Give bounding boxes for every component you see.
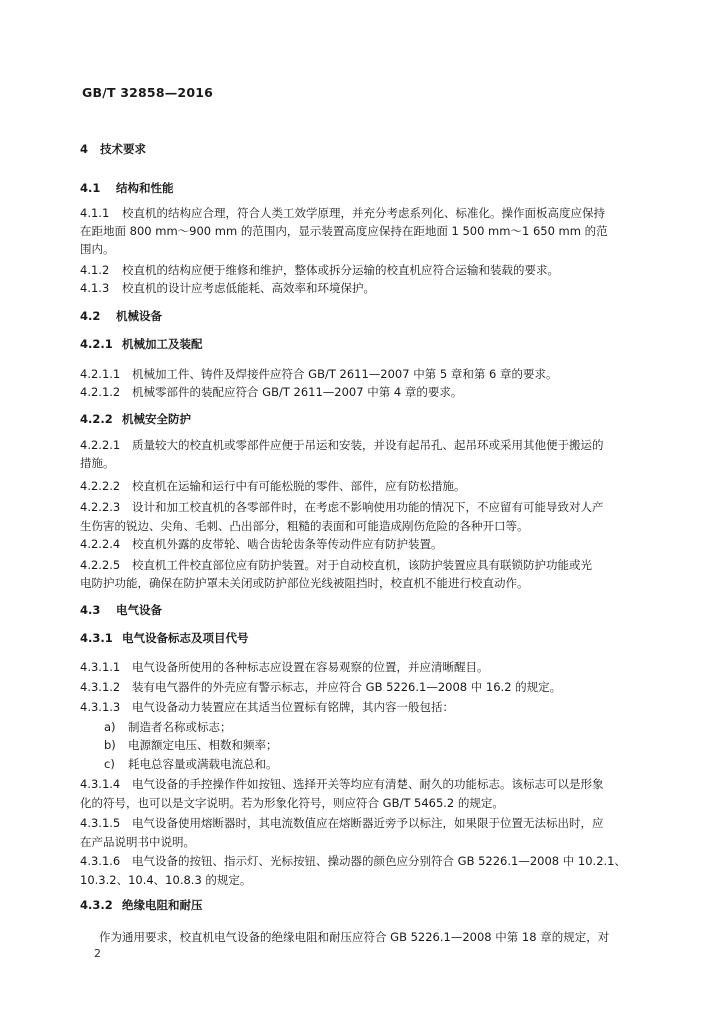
paragraph-line	[99, 929, 664, 946]
clause-number: 4.2.2	[80, 412, 113, 426]
clause-paragraph	[80, 659, 645, 676]
section-heading	[80, 141, 645, 158]
subsection-heading	[80, 180, 645, 197]
line-text: 校直机在运输和运行中有可能松脱的零件、部件，应有防松措施。	[132, 479, 466, 493]
line-text: 装有电气器件的外壳应有警示标志，并应符合 GB 5226.1—2008 中 16.2 的规定。	[132, 680, 562, 694]
clause-paragraph	[80, 699, 645, 716]
line-text: 措施。	[80, 456, 115, 470]
line-text: 校直机工件校直部位应有防护装置。对于自动校直机，该防护装置应具有联锁防护功能或光	[132, 558, 592, 572]
clause-number: 4.2.2.5	[80, 558, 121, 572]
line-text: 校直机的结构应合理，符合人类工效学原理，并充分考虑系列化、标准化。操作面板高度应保持	[122, 206, 605, 220]
page-number: 2	[94, 947, 101, 960]
line-text: 电气设备的手控操作件如按钮、选择开关等均应有清楚、耐久的功能标志。该标志可以是形象	[132, 777, 604, 791]
line-text: 电气设备使用熔断器时，其电流数值应在熔断器近旁予以标注，如果限于位置无法标出时，应	[132, 816, 604, 830]
line-text: 绝缘电阻和耐压	[122, 898, 203, 912]
clause-number: 4.3.1.4	[80, 777, 121, 791]
clause-heading	[80, 336, 645, 353]
clause-number: 4.1	[80, 181, 101, 195]
line-text: 设计和加工校直机的各零部件时，在考虑不影响使用功能的情况下，不应留有可能导致对人产	[132, 500, 604, 514]
line-text: 制造者名称或标志；	[128, 720, 232, 734]
clause-number: 4	[80, 142, 89, 156]
clause-number: 4.2.2.2	[80, 479, 121, 493]
paragraph-continuation	[80, 518, 645, 535]
clause-heading	[80, 897, 645, 914]
subsection-heading	[80, 308, 645, 325]
clause-heading	[80, 411, 645, 428]
clause-paragraph	[80, 280, 645, 297]
list-item	[104, 719, 669, 736]
clause-paragraph	[80, 499, 645, 516]
paragraph-continuation	[80, 241, 645, 258]
line-text: 化的符号，也可以是文字说明。若为形象化符号，则应符合 GB/T 5465.2 的规定。	[80, 796, 504, 810]
line-text: 电源额定电压、相数和频率；	[128, 738, 278, 752]
list-item	[104, 737, 669, 754]
line-text: 机械加工件、铸件及焊接件应符合 GB/T 2611—2007 中第 5 章和第 6 章的要求。	[132, 367, 558, 381]
clause-number: 4.1.2	[80, 263, 110, 277]
clause-number: 4.3.1.3	[80, 700, 121, 714]
clause-number: 4.2.1.1	[80, 367, 121, 381]
clause-number: 4.3.1.2	[80, 680, 121, 694]
line-text: 围内。	[80, 242, 115, 256]
clause-paragraph	[80, 557, 645, 574]
clause-number: 4.2.2.4	[80, 537, 121, 551]
line-text: 10.3.2、10.4、10.8.3 的规定。	[80, 873, 252, 887]
clause-number: 4.3.1	[80, 631, 113, 645]
paragraph-continuation	[80, 223, 645, 240]
line-text: 校直机的结构应便于维修和维护，整体或拆分运输的校直机应符合运输和装载的要求。	[122, 263, 559, 277]
clause-number: 4.2.2.1	[80, 438, 121, 452]
clause-number: 4.2	[80, 309, 101, 323]
line-text: 作为通用要求，校直机电气设备的绝缘电阻和耐压应符合 GB 5226.1—2008 中第 18 章的规定，对	[99, 930, 610, 944]
line-text: 结构和性能	[116, 181, 174, 195]
clause-number: 4.3.1.1	[80, 660, 121, 674]
paragraph-continuation	[80, 834, 645, 851]
list-marker: c)	[104, 757, 115, 771]
clause-number: 4.2.1	[80, 337, 113, 351]
clause-paragraph	[80, 679, 645, 696]
list-item	[104, 756, 669, 773]
line-text: 校直机外露的皮带轮、啮合齿轮齿条等传动件应有防护装置。	[132, 537, 443, 551]
clause-paragraph	[80, 536, 645, 553]
clause-number: 4.1.1	[80, 206, 110, 220]
line-text: 电气设备动力装置应在其适当位置标有铭牌，其内容一般包括：	[132, 700, 454, 714]
line-text: 电气设备所使用的各种标志应设置在容易观察的位置，并应清晰醒目。	[132, 660, 489, 674]
line-text: 技术要求	[100, 142, 146, 156]
line-text: 电气设备	[116, 603, 162, 617]
clause-number: 4.3.1.6	[80, 854, 121, 868]
clause-paragraph	[80, 205, 645, 222]
line-text: 机械设备	[116, 309, 162, 323]
clause-number: 4.2.2.3	[80, 500, 121, 514]
list-marker: a)	[104, 720, 116, 734]
clause-number: 4.1.3	[80, 281, 110, 295]
line-text: 电气设备的按钮、指示灯、光标按钮、操动器的颜色应分别符合 GB 5226.1—2008 中 10.2.1、	[132, 854, 627, 868]
line-text: 生伤害的锐边、尖角、毛刺、凸出部分，粗糙的表面和可能造成剐伤危险的各种开口等。	[80, 519, 529, 533]
clause-paragraph	[80, 366, 645, 383]
line-text: 机械零部件的装配应符合 GB/T 2611—2007 中第 4 章的要求。	[132, 385, 463, 399]
line-text: 机械安全防护	[122, 412, 191, 426]
line-text: 质量较大的校直机或零部件应便于吊运和安装，并设有起吊孔、起吊环或采用其他便于搬运的	[132, 438, 604, 452]
subsection-heading	[80, 602, 645, 619]
standard-number-header: GB/T 32858—2016	[82, 85, 214, 100]
clause-paragraph	[80, 478, 645, 495]
clause-paragraph	[80, 776, 645, 793]
clause-paragraph	[80, 853, 645, 870]
paragraph-continuation	[80, 455, 645, 472]
clause-paragraph	[80, 262, 645, 279]
line-text: 校直机的设计应考虑低能耗、高效率和环境保护。	[122, 281, 375, 295]
clause-paragraph	[80, 437, 645, 454]
line-text: 机械加工及装配	[122, 337, 203, 351]
paragraph-continuation	[80, 872, 645, 889]
clause-number: 4.3.1.5	[80, 816, 121, 830]
line-text: 电气设备标志及项目代号	[122, 631, 249, 645]
clause-number: 4.3.2	[80, 898, 113, 912]
line-text: 在产品说明书中说明。	[80, 835, 195, 849]
clause-heading	[80, 630, 645, 647]
clause-paragraph	[80, 815, 645, 832]
paragraph-continuation	[80, 795, 645, 812]
line-text: 在距地面 800 mm～900 mm 的范围内，显示装置高度应保持在距地面 1 500 mm～1 650 mm 的范	[80, 224, 608, 238]
paragraph-continuation	[80, 575, 645, 592]
clause-paragraph	[80, 384, 645, 401]
clause-number: 4.2.1.2	[80, 385, 121, 399]
clause-number: 4.3	[80, 603, 101, 617]
line-text: 电防护功能，确保在防护罩未关闭或防护部位光线被阻挡时，校直机不能进行校直动作。	[80, 576, 529, 590]
line-text: 耗电总容量或满载电流总和。	[128, 757, 278, 771]
list-marker: b)	[104, 738, 116, 752]
